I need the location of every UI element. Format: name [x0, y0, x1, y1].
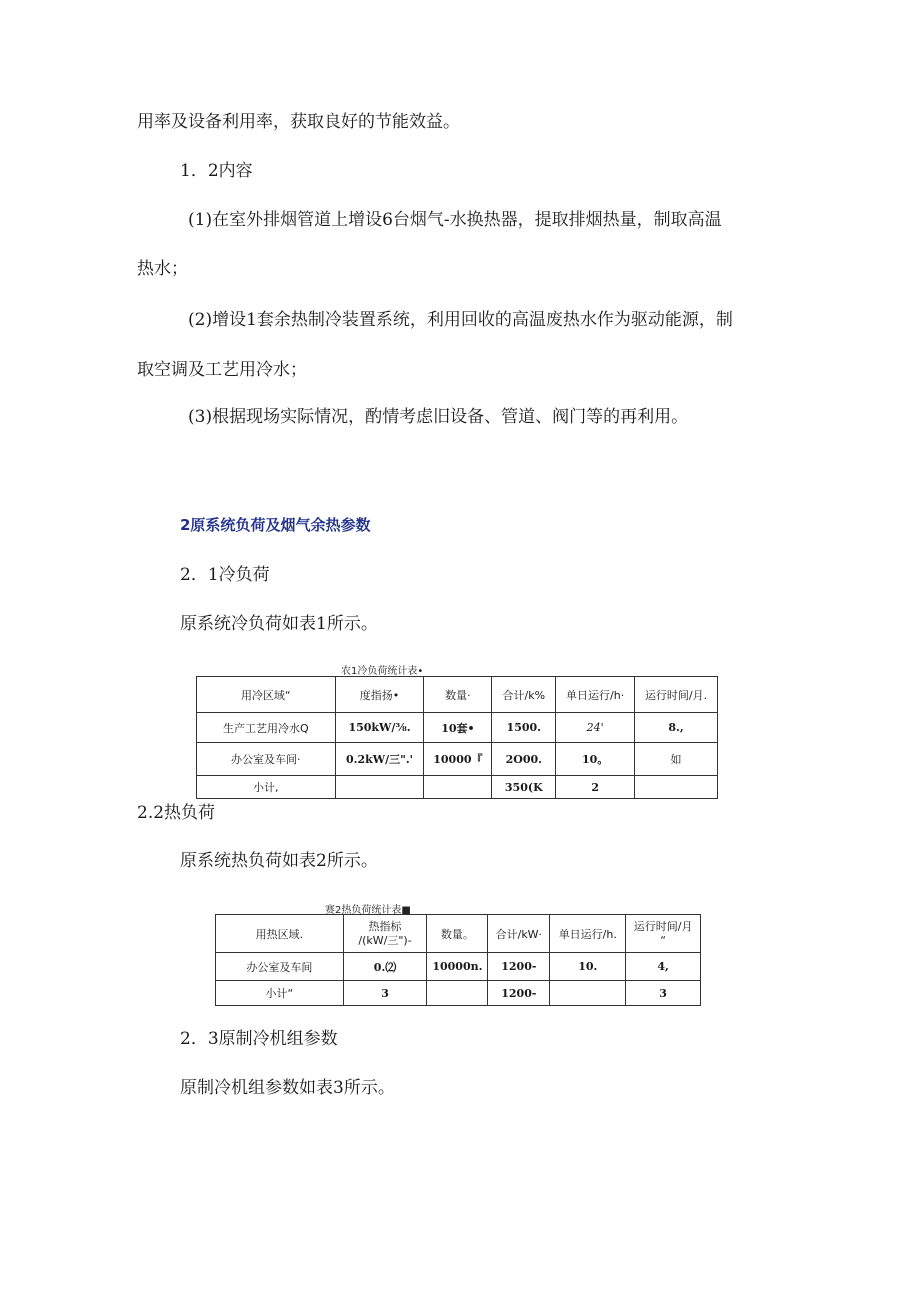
table-2-cell: 办公室及车间 [216, 953, 344, 981]
table-1-cell: 150kW/⅜. [335, 713, 424, 743]
paragraph-continuation: 用率及设备利用率，获取良好的节能效益。 [137, 112, 460, 132]
cooling-load-table [196, 676, 718, 799]
heating-load-table [215, 914, 701, 1006]
table-2-cell: 小计“ [216, 981, 344, 1006]
table-2-intro: 原系统热负荷如表2所示。 [180, 851, 378, 871]
section-2-3-title: 2．3原制冷机组参数 [180, 1029, 338, 1049]
table-1-cell: 10。 [556, 743, 635, 776]
item-1-line-1: (1)在室外排烟管道上增设6台烟气-水换热器，提取排烟热量，制取高温 [188, 210, 722, 230]
item-3: (3)根据现场实际情况，酌情考虑旧设备、管道、阀门等的再利用。 [188, 407, 689, 427]
table-2-header-cell: 运行时间/月 “ [626, 915, 701, 953]
table-1-cell: 1500. [492, 713, 556, 743]
table-1-cell: 生产工艺用冷水Q [197, 713, 336, 743]
table-1-header-cell: 数量· [424, 677, 492, 713]
table-3-intro: 原制冷机组参数如表3所示。 [180, 1078, 395, 1098]
table-1-cell: 办公室及车间· [197, 743, 336, 776]
table-2-cell [550, 981, 626, 1006]
table-1-cell [424, 776, 492, 799]
item-1-line-2: 热水； [137, 259, 188, 279]
section-2-heading: 2原系统负荷及烟气余热参数 [180, 516, 371, 534]
item-2-line-1: (2)增设1套余热制冷装置系统，利用回收的高温废热水作为驱动能源，制 [188, 310, 733, 330]
table-1-cell: 如 [635, 743, 718, 776]
table-2-header-cell: 单日运行/h. [550, 915, 626, 953]
table-1-cell [335, 776, 424, 799]
table-2-cell [427, 981, 488, 1006]
table-1-cell: 0.2kW/三".' [335, 743, 424, 776]
table-2-caption: 赛2热负荷统计表■ [325, 905, 411, 916]
item-2-line-2: 取空调及工艺用冷水； [137, 360, 307, 380]
section-2-2-title: 2.2热负荷 [137, 803, 216, 823]
table-1-intro: 原系统冷负荷如表1所示。 [180, 614, 378, 634]
table-2-header-cell: 合计/kW· [488, 915, 550, 953]
table-1-cell: 小计, [197, 776, 336, 799]
table-1-cell: 10000『 [424, 743, 492, 776]
table-1-header-cell: 合计/k% [492, 677, 556, 713]
table-1-header-cell: 用冷区域“ [197, 677, 336, 713]
table-1-cell: 8., [635, 713, 718, 743]
table-1-header-cell: 单日运行/h· [556, 677, 635, 713]
table-1-cell: 2 [556, 776, 635, 799]
table-2-cell: 0.⑵ [343, 953, 427, 981]
table-2-cell: 1200- [488, 953, 550, 981]
table-1-header-cell: 运行时间/月. [635, 677, 718, 713]
table-2-cell: 3 [343, 981, 427, 1006]
section-2-1-title: 2．1冷负荷 [180, 565, 270, 585]
table-1-caption: 农1冷负荷统计表• [341, 666, 424, 677]
table-2-cell: 10000n. [427, 953, 488, 981]
section-1-2-title: 1．2内容 [180, 161, 253, 181]
table-2-header-cell: 热指标 /(kW/三")- [343, 915, 427, 953]
table-2-header-cell: 数量。 [427, 915, 488, 953]
table-2-header-cell: 用热区域. [216, 915, 344, 953]
table-2-cell: 1200- [488, 981, 550, 1006]
table-1-header-cell: 度指扬• [335, 677, 424, 713]
table-1-cell: 24' [556, 713, 635, 743]
table-1-cell: 10套• [424, 713, 492, 743]
table-1-cell: 2O00. [492, 743, 556, 776]
table-1-cell: 350(K [492, 776, 556, 799]
table-2-cell: 3 [626, 981, 701, 1006]
table-2-cell: 4, [626, 953, 701, 981]
table-2-cell: 10. [550, 953, 626, 981]
table-1-cell [635, 776, 718, 799]
